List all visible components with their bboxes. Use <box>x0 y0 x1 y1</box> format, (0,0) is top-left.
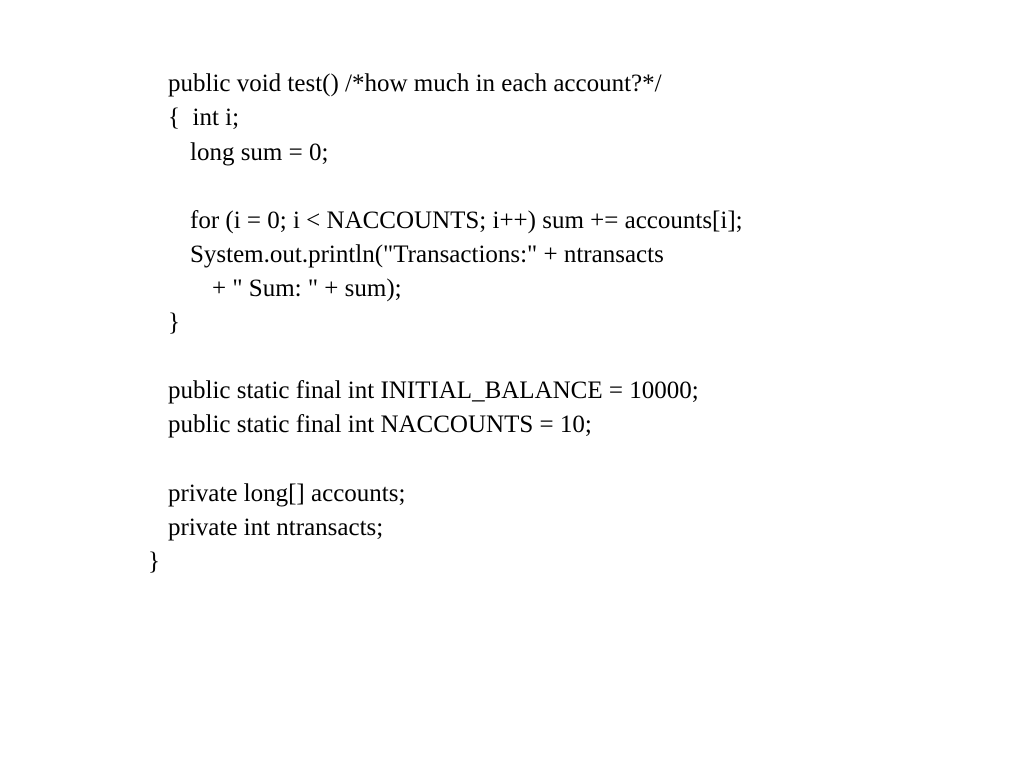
code-line-println-continued: + " Sum: " + sum); <box>212 275 402 302</box>
code-line-close-class-brace: } <box>148 548 160 575</box>
code-line-naccounts: public static final int NACCOUNTS = 10; <box>168 411 592 438</box>
code-line-accounts-field: private long[] accounts; <box>168 480 406 507</box>
code-line-open-brace-int-i: { int i; <box>168 104 240 131</box>
code-line-method-signature: public void test() /*how much in each account?*/ <box>168 70 662 97</box>
code-line-for-loop: for (i = 0; i < NACCOUNTS; i++) sum += accounts[i]; <box>190 207 743 234</box>
code-line-ntransacts-field: private int ntransacts; <box>168 514 384 541</box>
code-line-close-method-brace: } <box>168 309 180 336</box>
code-line-println: System.out.println("Transactions:" + ntransacts <box>190 241 664 268</box>
code-line-long-sum: long sum = 0; <box>190 139 329 166</box>
code-line-initial-balance: public static final int INITIAL_BALANCE = 10000; <box>168 377 699 404</box>
